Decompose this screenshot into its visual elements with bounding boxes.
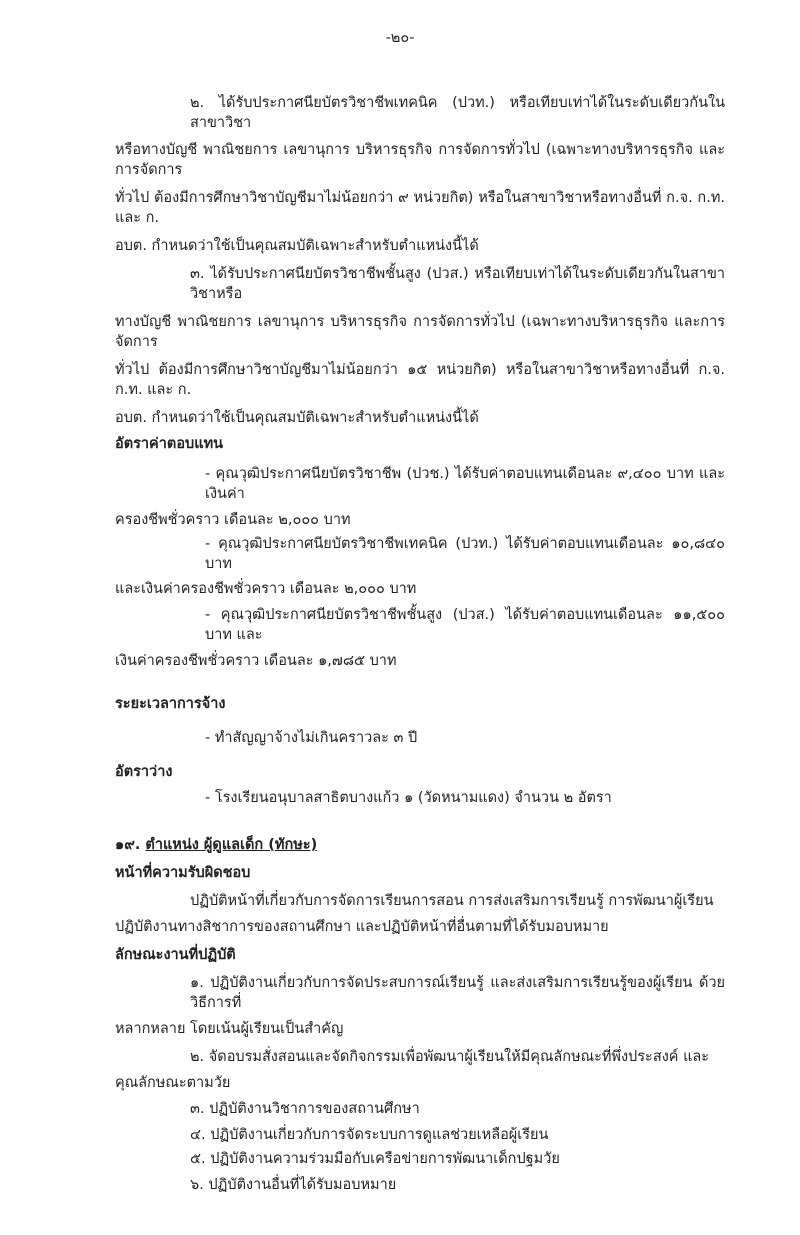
work-line: ๕. ปฏิบัติงานความร่วมมือกับเครือข่ายการพัฒนาเด็กปฐมวัย xyxy=(190,1151,560,1167)
page-number: -๒๐- xyxy=(385,30,415,46)
work-line: ๓. ปฏิบัติงานวิชาการของสถานศึกษา xyxy=(190,1101,420,1117)
work-line: คุณลักษณะตามวัย xyxy=(115,1075,231,1091)
compensation-line: - คุณวุฒิประกาศนียบัตรวิชาชีพ (ปวช.) ได้รับค่าตอบแทนเดือนละ ๙,๔๐๐ บาท และเงินค่า xyxy=(205,466,725,502)
work-line: ๖. ปฏิบัติงานอื่นที่ได้รับมอบหมาย xyxy=(190,1177,397,1193)
position-number: ๑๙. xyxy=(115,837,141,853)
compensation-line: - คุณวุฒิประกาศนียบัตรวิชาชีพเทคนิค (ปวท.) ได้รับค่าตอบแทนเดือนละ ๑๐,๘๔๐ บาท xyxy=(205,536,725,572)
qualification-3-line: ๓. ได้รับประกาศนียบัตรวิชาชีพชั้นสูง (ปวส.) หรือเทียบเท่าได้ในระดับเดียวกันในสาขาวิชาหรือ xyxy=(190,266,725,302)
duties-heading: หน้าที่ความรับผิดชอบ xyxy=(115,865,251,881)
employment-period-line: - ทำสัญญาจ้างไม่เกินคราวละ ๓ ปี xyxy=(205,730,418,746)
work-line: ๔. ปฏิบัติงานเกี่ยวกับการจัดระบบการดูแลช่วยเหลือผู้เรียน xyxy=(190,1127,549,1143)
work-heading: ลักษณะงานที่ปฏิบัติ xyxy=(115,947,236,963)
compensation-line: - คุณวุฒิประกาศนียบัตรวิชาชีพชั้นสูง (ปวส.) ได้รับค่าตอบแทนเดือนละ ๑๑,๕๐๐ บาท และ xyxy=(205,607,725,643)
duties-line: ปฏิบัติหน้าที่เกี่ยวกับการจัดการเรียนการสอน การส่งเสริมการเรียนรู้ การพัฒนาผู้เรียน xyxy=(190,893,714,909)
qualification-3-line: ทางบัญชี พาณิชยการ เลขานุการ บริหารธุรกิจ การจัดการทั่วไป (เฉพาะทางบริหารธุรกิจ และการจัดการ xyxy=(115,314,725,350)
qualification-3-line: ทั่วไป ต้องมีการศึกษาวิชาบัญชีมาไม่น้อยกว่า ๑๕ หน่วยกิต) หรือในสาขาวิชาหรือทางอื่นที่ ก.จ. ก.ท. และ ก. xyxy=(115,362,725,398)
work-line: หลากหลาย โดยเน้นผู้เรียนเป็นสำคัญ xyxy=(115,1021,344,1037)
position-name: ตำแหน่ง ผู้ดูแลเด็ก (ทักษะ) xyxy=(145,837,318,853)
work-line: ๒. จัดอบรมสั่งสอนและจัดกิจกรรมเพื่อพัฒนาผู้เรียนให้มีคุณลักษณะที่พึ่งประสงค์ และ xyxy=(190,1049,710,1065)
compensation-line: ครองชีพชั่วคราว เดือนละ ๒,๐๐๐ บาท xyxy=(115,512,351,528)
compensation-line: และเงินค่าครองชีพชั่วคราว เดือนละ ๒,๐๐๐ บาท xyxy=(115,581,417,597)
work-line: ๑. ปฏิบัติงานเกี่ยวกับการจัดประสบการณ์เรียนรู้ และส่งเสริมการเรียนรู้ของผู้เรียน ด้วยวิธีการที่ xyxy=(190,975,725,1011)
compensation-line: เงินค่าครองชีพชั่วคราว เดือนละ ๑,๗๘๕ บาท xyxy=(115,653,397,669)
qualification-2-line: หรือทางบัญชี พาณิชยการ เลขานุการ บริหารธุรกิจ การจัดการทั่วไป (เฉพาะทางบริหารธุรกิจ และการจัดการ xyxy=(115,142,725,178)
vacancies-heading: อัตราว่าง xyxy=(115,764,173,780)
qualification-2-line: อบต. กำหนดว่าใช้เป็นคุณสมบัติเฉพาะสำหรับตำแหน่งนี้ได้ xyxy=(115,238,479,254)
qualification-3-line: อบต. กำหนดว่าใช้เป็นคุณสมบัติเฉพาะสำหรับตำแหน่งนี้ได้ xyxy=(115,410,479,426)
employment-period-heading: ระยะเวลาการจ้าง xyxy=(115,696,226,712)
vacancies-line: - โรงเรียนอนุบาลสาธิตบางแก้ว ๑ (วัดหนามแดง) จำนวน ๒ อัตรา xyxy=(205,790,612,806)
position-title xyxy=(115,835,725,855)
duties-line: ปฏิบัติงานทางสิชาการของสถานศึกษา และปฏิบัติหน้าที่อื่นตามที่ได้รับมอบหมาย xyxy=(115,919,609,935)
compensation-heading: อัตราค่าตอบแทน xyxy=(115,436,224,452)
qualification-2-line: ๒. ได้รับประกาศนียบัตรวิชาชีพเทคนิค (ปวท.) หรือเทียบเท่าได้ในระดับเดียวกันในสาขาวิชา xyxy=(190,95,725,131)
qualification-2-line: ทั่วไป ต้องมีการศึกษาวิชาบัญชีมาไม่น้อยกว่า ๙ หน่วยกิต) หรือในสาขาวิชาหรือทางอื่นที่ ก.จ. ก.ท. และ ก. xyxy=(115,190,725,226)
